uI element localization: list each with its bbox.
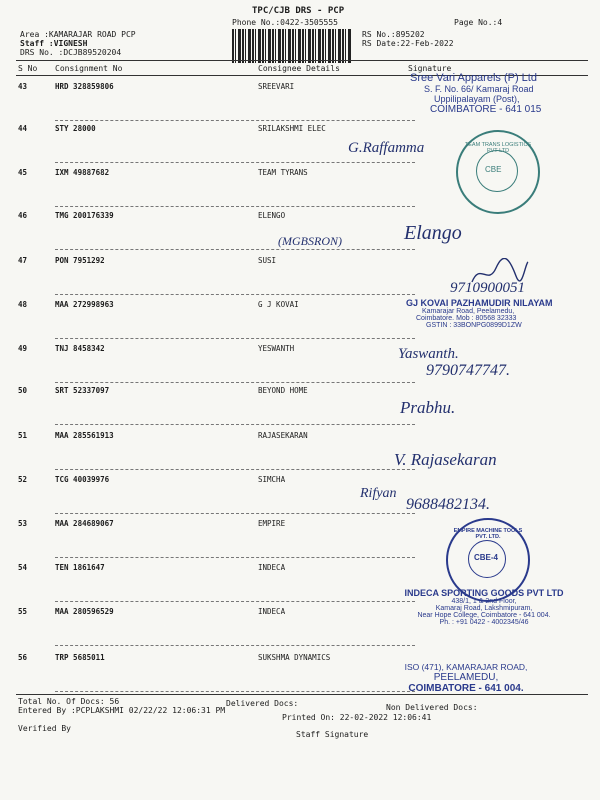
elengo-note: (MGBSRON) <box>278 234 342 248</box>
row-consignment: MAA 284689067 <box>55 519 114 528</box>
row-serial: 46 <box>18 211 28 220</box>
table-row <box>0 431 600 471</box>
row-serial: 52 <box>18 475 28 484</box>
area-label: Area :KAMARAJAR ROAD PCP <box>20 30 136 39</box>
row-consignment: HRD 328859806 <box>55 82 114 91</box>
col-consignee: Consignee Details <box>258 64 340 73</box>
row-consignee: SIMCHA <box>258 475 286 484</box>
row-consignee: INDECA <box>258 563 286 572</box>
row-consignment: TRP 5685011 <box>55 653 105 662</box>
row-consignment: TEN 1861647 <box>55 563 105 572</box>
row-serial: 45 <box>18 168 28 177</box>
row-separator <box>55 382 415 383</box>
row-consignment: TCG 40039976 <box>55 475 110 484</box>
sreevari-stamp: Sree Vari Apparels (P) Ltd S. F. No. 66/ Kamaraj Road Uppilipalayam (Post), COIMBATORE - 641 015 <box>410 72 542 115</box>
elengo-signature: Elango <box>404 222 462 244</box>
row-consignment: SRT 52337097 <box>55 386 110 395</box>
gj-kovai-stamp: GJ KOVAI PAZHAMUDIR NILAYAM Kamarajar Road, Peelamedu, Coimbatore. Mob : 80568 32333 GSTIN : 33BONPG0899D1ZW <box>406 298 553 329</box>
row-consignee: SREEVARI <box>258 82 295 91</box>
indeca-stamp: INDECA SPORTING GOODS PVT LTD 438/1, 1 & 2nd Floor, Kamaraj Road, Lakshmipuram, Near Hope College, Coimbatore - 641 004. Ph. : +91 0422 - 4002345/46 <box>404 588 564 626</box>
rs-number: RS No.:895202 <box>362 30 425 39</box>
staff-label: Staff :VIGNESH <box>20 39 88 48</box>
row-consignee: BEYOND HOME <box>258 386 308 395</box>
row-serial: 56 <box>18 653 28 662</box>
header-rule-top <box>16 60 588 61</box>
row-separator <box>55 557 415 558</box>
footer-rule <box>16 694 588 695</box>
row-serial: 47 <box>18 256 28 265</box>
row-separator <box>55 513 415 514</box>
col-consignment: Consignment No <box>55 64 123 73</box>
row-consignee: SUKSHMA DYNAMICS <box>258 653 331 662</box>
row-separator <box>55 424 415 425</box>
row-consignee: EMPIRE <box>258 519 286 528</box>
row-serial: 51 <box>18 431 28 440</box>
non-delivered-docs: Non Delivered Docs: <box>386 703 478 712</box>
row-consignment: MAA 272998963 <box>55 300 114 309</box>
row-serial: 50 <box>18 386 28 395</box>
row-consignment: IXM 49887682 <box>55 168 110 177</box>
row-separator <box>55 469 415 470</box>
row-separator <box>55 249 415 250</box>
row-separator <box>55 601 415 602</box>
row-serial: 53 <box>18 519 28 528</box>
team-logistics-seal: TEAM TRANS LOGISTICS PVT LTD CBE <box>456 130 540 214</box>
beyond-home-signature: Prabhu. <box>400 398 456 417</box>
row-serial: 49 <box>18 344 28 353</box>
table-row <box>0 344 600 384</box>
row-separator <box>55 691 415 692</box>
table-row <box>0 475 600 515</box>
rs-date: RS Date:22-Feb-2022 <box>362 39 454 48</box>
row-separator <box>55 338 415 339</box>
row-consignee: ELENGO <box>258 211 286 220</box>
row-consignment: PON 7951292 <box>55 256 105 265</box>
row-separator <box>55 206 415 207</box>
table-row <box>0 386 600 426</box>
col-signature: Signature <box>408 64 452 73</box>
barcode <box>232 29 352 63</box>
row-consignee: G J KOVAI <box>258 300 299 309</box>
row-consignee: SRILAKSHMI ELEC <box>258 124 326 133</box>
total-docs: Total No. Of Docs: 56 <box>18 697 120 706</box>
row-consignee: SUSI <box>258 256 277 265</box>
phone-number: Phone No.:0422-3505555 <box>232 18 338 27</box>
row-consignee: INDECA <box>258 607 286 616</box>
susi-phone: 9710900051 <box>450 280 525 296</box>
row-consignment: MAA 285561913 <box>55 431 114 440</box>
drs-number: DRS No. :DCJB89520204 <box>20 48 122 57</box>
row-consignment: TNJ 8458342 <box>55 344 105 353</box>
srilakshmi-signature: G.Raffamma <box>348 140 425 156</box>
sukshma-stamp: ISO (471), KAMARAJAR ROAD, PEELAMEDU, COIMBATORE - 641 004. <box>404 662 528 694</box>
delivered-docs: Delivered Docs: <box>226 699 299 708</box>
row-separator <box>55 162 415 163</box>
row-serial: 48 <box>18 300 28 309</box>
printed-on: Printed On: 22-02-2022 12:06:41 <box>282 713 432 722</box>
verified-by: Verified By <box>18 724 71 733</box>
staff-signature-label: Staff Signature <box>296 730 369 739</box>
row-consignment: STY 28000 <box>55 124 96 133</box>
row-serial: 44 <box>18 124 28 133</box>
simcha-phone: 9688482134. <box>406 496 490 513</box>
simcha-signature: Rifyan <box>360 486 397 501</box>
row-consignee: RAJASEKARAN <box>258 431 308 440</box>
page-number: Page No.:4 <box>454 18 503 27</box>
row-serial: 54 <box>18 563 28 572</box>
yeswanth-signature: Yaswanth. <box>398 346 459 362</box>
entered-by: Entered By :PCPLAKSHMI 02/22/22 12:06:31 PM <box>18 706 226 715</box>
rajasekaran-signature: V. Rajasekaran <box>394 450 497 469</box>
col-sno: S No <box>18 64 38 73</box>
row-serial: 43 <box>18 82 28 91</box>
row-serial: 55 <box>18 607 28 616</box>
row-separator <box>55 645 415 646</box>
empire-seal: EMPIRE MACHINE TOOLS PVT. LTD. CBE-4 <box>446 518 530 602</box>
row-consignment: MAA 280596529 <box>55 607 114 616</box>
row-separator <box>55 120 415 121</box>
row-consignee: YESWANTH <box>258 344 295 353</box>
row-separator <box>55 294 415 295</box>
row-consignment: TMG 200176339 <box>55 211 114 220</box>
yeswanth-phone: 9790747747. <box>426 362 510 379</box>
row-consignee: TEAM TYRANS <box>258 168 308 177</box>
report-title: TPC/CJB DRS - PCP <box>252 6 345 16</box>
